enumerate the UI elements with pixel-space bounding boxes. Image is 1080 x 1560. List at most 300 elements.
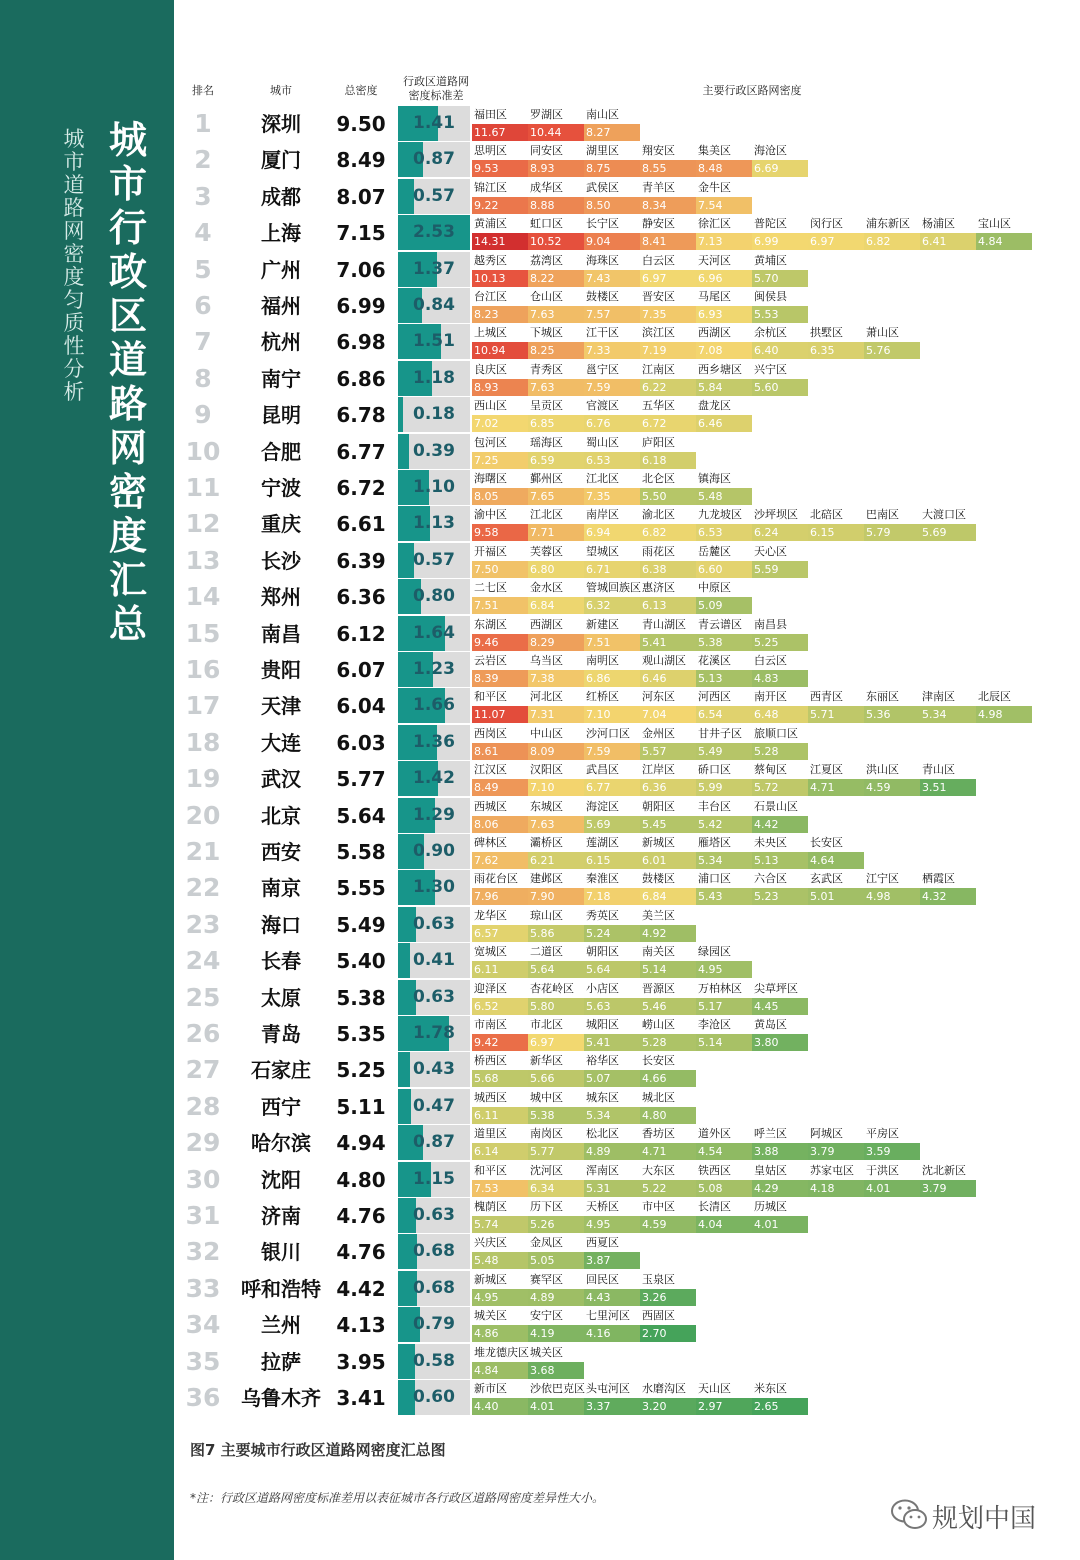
sd-bar [398, 506, 470, 541]
sd-value: 0.57 [413, 185, 455, 206]
district-cell [640, 870, 696, 906]
sd-value: 0.63 [413, 1205, 455, 1225]
district-cell [584, 980, 640, 1016]
district-density: 4.98 [864, 888, 920, 905]
table-row [0, 980, 1080, 1016]
table-row [0, 1307, 1080, 1343]
sd-bar [398, 1344, 470, 1379]
district-name: 南山区 [586, 108, 619, 121]
table-row [0, 1089, 1080, 1125]
district-name: 新建区 [586, 617, 619, 631]
district-name: 鼓楼区 [586, 290, 619, 303]
sd-bar [398, 215, 470, 250]
district-name: 沙坪坝区 [754, 508, 798, 522]
district-cell [864, 506, 920, 542]
table-row [0, 1380, 1080, 1416]
district-cell [696, 361, 752, 397]
district-name: 江北区 [530, 508, 563, 522]
district-density: 8.41 [640, 233, 696, 250]
district-name: 中山区 [530, 726, 563, 740]
district-density: 4.43 [584, 1289, 640, 1306]
district-density: 4.95 [696, 961, 752, 978]
district-name: 呈贡区 [530, 399, 563, 413]
table-row [0, 1162, 1080, 1198]
district-density: 5.72 [752, 779, 808, 796]
sd-value: 1.51 [413, 331, 455, 352]
district-cell [472, 215, 528, 251]
rank-number: 1 [194, 109, 212, 138]
rank-number: 32 [185, 1237, 221, 1267]
district-cell [696, 179, 752, 215]
district-name: 海曙区 [474, 472, 507, 485]
district-name: 翔安区 [642, 144, 675, 158]
district-name: 杨浦区 [922, 217, 955, 231]
sd-bar [398, 725, 470, 760]
district-cell [752, 361, 808, 397]
district-density: 5.09 [696, 597, 752, 614]
district-name: 渝北区 [642, 508, 675, 522]
district-name: 南明区 [586, 654, 619, 667]
sd-bar [398, 106, 470, 141]
city-name: 宁波 [261, 476, 301, 500]
district-name: 皇姑区 [754, 1163, 787, 1177]
district-cell [584, 179, 640, 215]
district-cell [920, 761, 976, 797]
sd-value: 0.63 [413, 913, 455, 934]
district-density: 5.48 [696, 488, 752, 505]
district-cell [472, 943, 528, 979]
district-name: 西青区 [810, 690, 843, 704]
district-density: 5.34 [696, 852, 752, 869]
district-density: 6.14 [472, 1143, 528, 1160]
rank-number: 14 [185, 582, 221, 612]
district-cell [528, 907, 584, 943]
total-density: 6.12 [336, 621, 386, 646]
district-density: 5.68 [472, 1070, 528, 1087]
district-cell [472, 106, 528, 142]
district-cell [528, 1271, 584, 1307]
total-density: 6.36 [336, 585, 386, 610]
district-name: 东丽区 [866, 690, 899, 704]
district-name: 同安区 [530, 144, 563, 158]
district-density: 7.90 [528, 888, 584, 905]
district-cell [528, 761, 584, 797]
district-density: 9.58 [472, 524, 528, 541]
district-cell [640, 579, 696, 615]
district-density: 7.31 [528, 706, 584, 723]
sd-bar [398, 179, 470, 214]
district-density: 7.65 [528, 488, 584, 505]
city-name: 重庆 [261, 512, 301, 537]
sd-value: 0.47 [413, 1095, 455, 1116]
district-density: 5.24 [584, 925, 640, 942]
district-cell [696, 1380, 752, 1416]
city-name: 长春 [261, 949, 301, 974]
district-density: 7.13 [696, 233, 752, 250]
district-name: 天桥区 [586, 1200, 619, 1213]
district-cell [584, 1307, 640, 1343]
total-density: 6.98 [336, 330, 386, 355]
sd-bar [398, 1089, 470, 1124]
district-density: 3.87 [584, 1252, 640, 1269]
district-name: 台江区 [474, 290, 507, 303]
total-density: 6.39 [336, 548, 386, 573]
district-cell [696, 761, 752, 797]
district-cell [472, 1380, 528, 1416]
district-name: 江夏区 [810, 763, 843, 777]
total-density: 6.07 [336, 658, 386, 682]
total-density: 8.49 [336, 148, 386, 173]
rank-number: 5 [194, 254, 212, 284]
district-density: 10.13 [472, 270, 528, 287]
total-density: 6.86 [336, 366, 386, 391]
rank-number: 27 [185, 1055, 221, 1085]
rank-number: 23 [185, 909, 221, 939]
district-cell [472, 1089, 528, 1125]
total-density: 5.77 [336, 767, 386, 792]
district-cell [864, 215, 920, 251]
district-name: 浦口区 [698, 872, 731, 886]
sd-bar [398, 1162, 470, 1197]
district-name: 美兰区 [642, 908, 675, 922]
district-name: 南昌县 [754, 617, 787, 631]
district-cell [640, 179, 696, 215]
district-cell [584, 616, 640, 652]
district-cell [696, 798, 752, 834]
district-name: 绿园区 [698, 945, 731, 959]
city-name: 昆明 [261, 403, 301, 428]
district-name: 迎泽区 [474, 981, 507, 995]
district-density: 4.19 [528, 1325, 584, 1342]
sd-value: 1.36 [413, 731, 455, 752]
district-density: 3.51 [920, 779, 976, 796]
district-density: 7.18 [584, 888, 640, 905]
district-density: 4.54 [696, 1143, 752, 1160]
sd-value: 1.37 [413, 258, 455, 279]
rank-number: 15 [185, 618, 221, 648]
district-density: 5.41 [584, 1034, 640, 1051]
district-cell [640, 1380, 696, 1416]
district-name: 米东区 [754, 1382, 787, 1395]
district-density: 5.50 [640, 488, 696, 505]
table-row [0, 397, 1080, 433]
district-cell [472, 688, 528, 724]
district-cell [584, 106, 640, 142]
district-cell [808, 215, 864, 251]
district-density: 5.43 [696, 888, 752, 905]
sd-bar [398, 943, 470, 978]
district-name: 江宁区 [866, 872, 899, 886]
district-name: 白云区 [754, 654, 787, 667]
district-density: 9.53 [472, 160, 528, 177]
district-cell [696, 288, 752, 324]
district-name: 越秀区 [474, 253, 507, 267]
district-name: 晋源区 [642, 981, 675, 995]
district-cell [584, 543, 640, 579]
rank-number: 31 [185, 1201, 221, 1230]
district-cell [584, 470, 640, 506]
rank-number: 35 [185, 1346, 221, 1376]
district-cell [528, 688, 584, 724]
district-density: 8.22 [528, 270, 584, 287]
district-name: 丰台区 [698, 799, 731, 813]
district-cell [472, 397, 528, 433]
district-cell [640, 434, 696, 470]
district-cell [640, 761, 696, 797]
district-cell [472, 1271, 528, 1307]
district-name: 荔湾区 [530, 253, 563, 267]
district-cell [528, 324, 584, 360]
table-row [0, 616, 1080, 652]
city-name: 成都 [261, 184, 301, 209]
district-cell [640, 1125, 696, 1161]
sd-value: 0.90 [413, 841, 455, 861]
district-cell [472, 1307, 528, 1343]
district-name: 徐汇区 [698, 217, 731, 231]
district-cell [752, 980, 808, 1016]
total-density: 6.61 [336, 512, 386, 537]
district-cell [472, 1125, 528, 1161]
district-density: 7.63 [528, 379, 584, 396]
district-cell [696, 324, 752, 360]
district-cell [920, 688, 976, 724]
district-name: 虹口区 [530, 217, 563, 231]
district-name: 黄埔区 [754, 253, 787, 267]
district-cell [752, 834, 808, 870]
district-cell [472, 907, 528, 943]
district-cell [752, 543, 808, 579]
district-name: 南关区 [642, 945, 675, 959]
district-cell [584, 761, 640, 797]
district-density: 7.38 [528, 670, 584, 687]
district-cell [752, 616, 808, 652]
district-cell [752, 1162, 808, 1198]
district-density: 4.89 [584, 1143, 640, 1160]
district-name: 雨花台区 [474, 872, 518, 886]
district-density: 5.86 [528, 925, 584, 942]
city-name: 南昌 [261, 621, 301, 646]
district-cell [640, 142, 696, 178]
district-density: 4.86 [472, 1325, 528, 1342]
district-name: 龙华区 [474, 908, 507, 922]
district-cell [920, 506, 976, 542]
district-density: 7.53 [472, 1180, 528, 1197]
district-cell [584, 252, 640, 288]
district-density: 6.96 [696, 270, 752, 287]
table-row [0, 543, 1080, 579]
district-density: 3.59 [864, 1143, 920, 1160]
district-name: 静安区 [642, 217, 675, 231]
district-density: 5.13 [752, 852, 808, 869]
district-cell [752, 288, 808, 324]
district-name: 北仑区 [642, 472, 675, 485]
district-density: 8.50 [584, 197, 640, 214]
district-density: 4.32 [920, 888, 976, 905]
district-cell [864, 1125, 920, 1161]
district-name: 呼兰区 [754, 1127, 787, 1141]
district-density: 6.82 [640, 524, 696, 541]
city-name: 北京 [261, 803, 301, 828]
rank-number: 36 [185, 1383, 221, 1412]
district-cell [472, 434, 528, 470]
district-density: 4.83 [752, 670, 808, 687]
district-name: 蜀山区 [586, 435, 619, 449]
district-name: 西山区 [474, 399, 507, 413]
district-density: 5.34 [584, 1107, 640, 1124]
table-row [0, 142, 1080, 178]
district-name: 平房区 [866, 1127, 899, 1141]
district-cell [752, 652, 808, 688]
district-density: 7.35 [640, 306, 696, 323]
rank-number: 16 [185, 655, 221, 684]
district-cell [640, 834, 696, 870]
district-name: 望城区 [586, 544, 619, 558]
district-density: 8.48 [696, 160, 752, 177]
district-density: 3.20 [640, 1398, 696, 1415]
city-name: 银川 [261, 1240, 301, 1265]
district-density: 6.71 [584, 561, 640, 578]
city-name: 沈阳 [261, 1167, 301, 1192]
district-cell [696, 1125, 752, 1161]
city-name: 乌鲁木齐 [241, 1386, 321, 1410]
district-density: 7.10 [584, 706, 640, 723]
district-name: 乌当区 [530, 654, 563, 667]
sd-bar [398, 907, 470, 942]
table-row [0, 361, 1080, 397]
district-cell [584, 798, 640, 834]
city-name: 太原 [261, 985, 301, 1010]
sd-value: 0.41 [413, 950, 455, 971]
district-name: 琼山区 [530, 908, 563, 922]
district-cell [808, 1162, 864, 1198]
district-density: 5.70 [752, 270, 808, 287]
header-districts: 主要行政区路网密度 [702, 84, 802, 97]
city-name: 大连 [261, 730, 301, 755]
district-cell [808, 688, 864, 724]
district-cell [472, 324, 528, 360]
district-density: 3.88 [752, 1143, 808, 1160]
district-cell [920, 870, 976, 906]
city-name: 拉萨 [261, 1349, 301, 1374]
district-density: 8.88 [528, 197, 584, 214]
district-name: 香坊区 [642, 1127, 675, 1141]
district-density: 6.15 [808, 524, 864, 541]
total-density: 5.40 [336, 949, 386, 974]
district-density: 5.26 [528, 1216, 584, 1233]
district-cell [584, 215, 640, 251]
district-name: 秀英区 [586, 908, 619, 922]
district-density: 5.60 [752, 379, 808, 396]
district-density: 4.18 [808, 1180, 864, 1197]
district-name: 思明区 [474, 144, 507, 158]
table-row [0, 1016, 1080, 1052]
district-density: 6.18 [640, 452, 696, 469]
district-density: 5.71 [808, 706, 864, 723]
district-density: 4.92 [640, 925, 696, 942]
district-name: 七里河区 [586, 1309, 630, 1323]
sd-bar [398, 1271, 470, 1306]
district-name: 鄞州区 [530, 472, 563, 485]
district-density: 6.97 [528, 1034, 584, 1051]
district-density: 4.01 [864, 1180, 920, 1197]
district-name: 汉阳区 [530, 763, 563, 777]
district-name: 宽城区 [474, 945, 507, 959]
sd-value: 0.68 [413, 1241, 455, 1262]
header-city: 城市 [270, 84, 292, 97]
sd-bar [398, 980, 470, 1015]
district-cell [528, 434, 584, 470]
district-name: 中原区 [698, 581, 731, 595]
sd-value: 1.23 [413, 659, 455, 679]
district-density: 7.02 [472, 415, 528, 432]
district-cell [696, 397, 752, 433]
district-cell [472, 361, 528, 397]
district-density: 7.51 [584, 634, 640, 651]
district-name: 雁塔区 [698, 836, 731, 849]
district-density: 5.46 [640, 998, 696, 1015]
wechat-icon [890, 1497, 928, 1533]
district-cell [920, 1162, 976, 1198]
district-cell [640, 1307, 696, 1343]
district-density: 7.96 [472, 888, 528, 905]
district-cell [696, 470, 752, 506]
district-name: 普陀区 [754, 217, 787, 231]
header-rank: 排名 [192, 84, 214, 97]
district-name: 西夏区 [586, 1236, 619, 1250]
district-cell [752, 1380, 808, 1416]
city-name: 南宁 [261, 366, 301, 391]
table-row [0, 179, 1080, 215]
district-density: 7.59 [584, 743, 640, 760]
district-name: 槐荫区 [474, 1200, 507, 1213]
district-cell [584, 1380, 640, 1416]
district-cell [696, 943, 752, 979]
district-name: 赛罕区 [530, 1272, 563, 1286]
district-density: 10.44 [528, 124, 584, 141]
table-row [0, 1198, 1080, 1234]
district-density: 5.74 [472, 1216, 528, 1233]
rank-number: 6 [194, 291, 212, 320]
district-name: 青羊区 [642, 180, 675, 194]
sd-value: 1.29 [413, 804, 455, 825]
district-cell [584, 1234, 640, 1270]
district-cell [528, 980, 584, 1016]
city-name: 杭州 [261, 330, 301, 355]
district-density: 5.84 [696, 379, 752, 396]
district-name: 新城区 [642, 836, 675, 849]
district-density: 6.76 [584, 415, 640, 432]
district-cell [528, 834, 584, 870]
sd-bar [398, 1125, 470, 1160]
district-cell [528, 106, 584, 142]
district-density: 5.34 [920, 706, 976, 723]
district-density: 7.63 [528, 306, 584, 323]
district-name: 蔡甸区 [754, 763, 787, 777]
district-density: 4.40 [472, 1398, 528, 1415]
district-cell [528, 470, 584, 506]
sd-bar [398, 434, 470, 469]
district-cell [472, 179, 528, 215]
district-density: 8.25 [528, 342, 584, 359]
district-name: 城中区 [530, 1090, 563, 1104]
district-name: 江南区 [642, 362, 675, 376]
district-density: 3.79 [920, 1180, 976, 1197]
district-density: 4.71 [640, 1143, 696, 1160]
district-name: 良庆区 [474, 362, 507, 376]
district-name: 黄岛区 [754, 1018, 787, 1031]
district-name: 镇海区 [698, 472, 731, 485]
district-cell [584, 1162, 640, 1198]
